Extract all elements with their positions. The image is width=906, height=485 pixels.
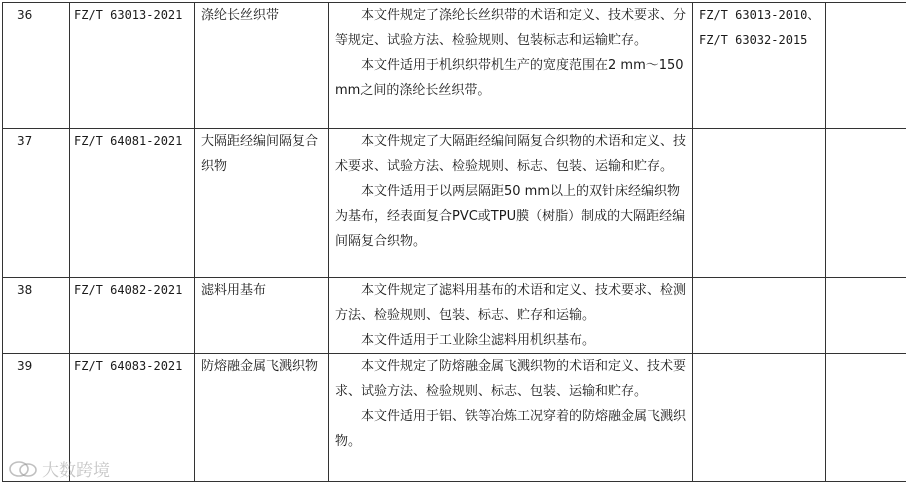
standard-code: FZ/T 64081-2021: [70, 129, 195, 278]
standard-code: FZ/T 64082-2021: [70, 278, 195, 354]
description-paragraph: 本文件规定了大隔距经编间隔复合织物的术语和定义、技术要求、试验方法、检验规则、标志、包装、运输和贮存。: [335, 134, 687, 174]
standard-code: FZ/T 64083-2021: [70, 354, 195, 482]
chat-bubble-icon: [8, 459, 38, 479]
description-paragraph: 本文件规定了涤纶长丝织带的术语和定义、技术要求、分等规定、试验方法、检验规则、包装标志和运输贮存。: [335, 8, 687, 48]
description-paragraph: 本文件适用于机织织带机生产的宽度范围在2 mm～150 mm之间的涤纶长丝织带。: [335, 58, 684, 98]
standard-description: [329, 129, 693, 278]
standard-description: [329, 354, 693, 482]
row-number: 36: [3, 3, 70, 129]
note-cell: [826, 278, 906, 354]
watermark-text: 大数跨境: [42, 461, 110, 481]
note-cell: [826, 3, 906, 129]
table-row: [3, 3, 906, 129]
table-row: [3, 278, 906, 354]
standard-description: [329, 278, 693, 354]
note-cell: [826, 129, 906, 278]
standard-description: [329, 3, 693, 129]
replaced-standards: [693, 129, 826, 278]
replaced-standards: [693, 3, 826, 129]
replaced-standard: FZ/T 63032-2015: [699, 33, 808, 47]
standard-code: FZ/T 63013-2021: [70, 3, 195, 129]
row-number: 37: [3, 129, 70, 278]
replaced-standard: FZ/T 63013-2010、: [699, 8, 820, 22]
standard-name: 防熔融金属飞溅织物: [195, 354, 329, 482]
note-cell: [826, 354, 906, 482]
standards-table: [2, 2, 906, 482]
row-number: 38: [3, 278, 70, 354]
replaced-standards: [693, 354, 826, 482]
description-paragraph: 本文件适用于工业除尘滤料用机织基布。: [361, 333, 596, 348]
table-row: [3, 354, 906, 482]
replaced-standards: [693, 278, 826, 354]
standard-name: 大隔距经编间隔复合织物: [195, 129, 329, 278]
table-row: [3, 129, 906, 278]
description-paragraph: 本文件规定了防熔融金属飞溅织物的术语和定义、技术要求、试验方法、检验规则、标志、包装、运输和贮存。: [335, 359, 687, 399]
description-paragraph: 本文件适用于铝、铁等冶炼工况穿着的防熔融金属飞溅织物。: [335, 409, 687, 449]
standard-name: 涤纶长丝织带: [195, 3, 329, 129]
row-number: 39: [3, 354, 70, 482]
standard-name: 滤料用基布: [195, 278, 329, 354]
description-paragraph: 本文件规定了滤料用基布的术语和定义、技术要求、检测方法、检验规则、包装、标志、贮存和运输。: [335, 283, 687, 323]
watermark: [8, 456, 110, 481]
description-paragraph: 本文件适用于以两层隔距50 mm以上的双针床经编织物为基布，经表面复合PVC或TPU膜（树脂）制成的大隔距经编间隔复合织物。: [335, 184, 686, 249]
